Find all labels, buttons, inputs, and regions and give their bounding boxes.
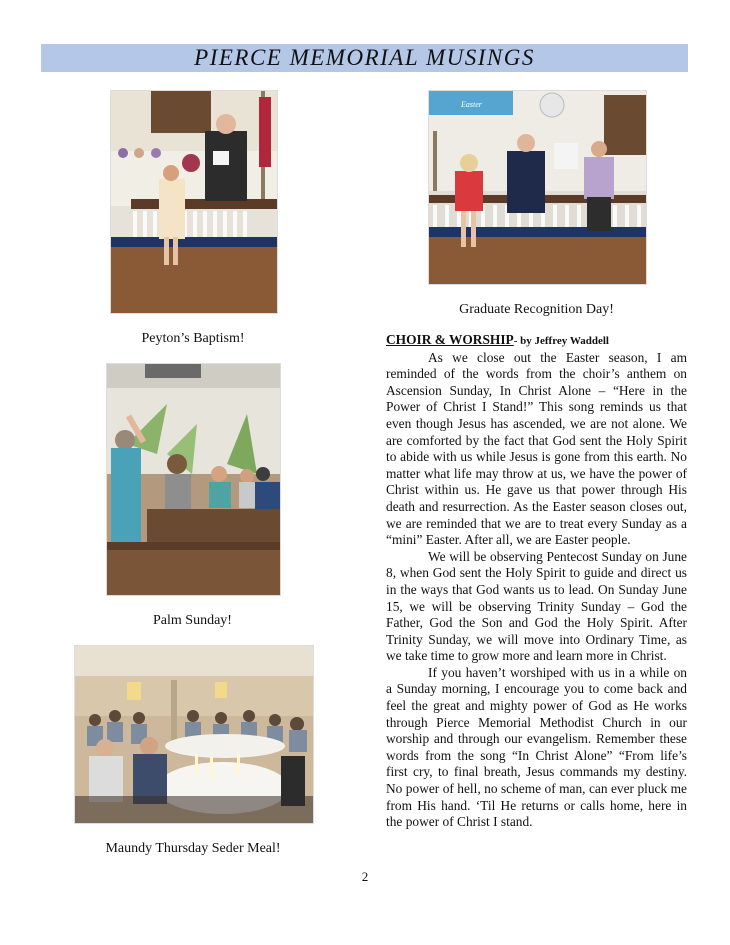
article-paragraph: As we close out the Easter season, I am reminded of the words from the choir’s anthem on Ascension Sunday, In Christ Alone – “Here in the Power of Christ I Stand!” This song reminds us that even though Jesus has ascended, we are not alone. We are comforted by the fact that God sent the Holy Spirit to abide with us while Jesus is gone from this earth. No matter what life may throw at us, we have the power of Christ within us. He gave us that power through His death and resurrection. As the Easter season closes out, we are reminded that we are to treat every Sunday as a “mini” Easter. After all, we are Easter people. (386, 349, 687, 548)
graduate-photo (428, 90, 647, 285)
choir-worship-article (386, 332, 687, 831)
screen-text: Easter (461, 100, 482, 109)
palm-sunday-caption: Palm Sunday! (153, 613, 232, 628)
palm-sunday-photo (106, 363, 281, 596)
article-heading (386, 332, 687, 350)
page-number: 2 (361, 869, 369, 884)
article-byline: - by Jeffrey Waddell (513, 335, 609, 347)
graduate-caption: Graduate Recognition Day! (459, 302, 614, 317)
newsletter-banner (41, 44, 688, 72)
seder-meal-caption: Maundy Thursday Seder Meal! (105, 841, 281, 856)
baptism-caption: Peyton’s Baptism! (141, 331, 245, 346)
article-headline: CHOIR & WORSHIP (386, 332, 514, 347)
baptism-photo (110, 90, 278, 314)
newsletter-title: PIERCE MEMORIAL MUSINGS (194, 45, 535, 70)
article-paragraph: We will be observing Pentecost Sunday on June 8, when God sent the Holy Spirit to guide and direct us in the ways that God wants us to lead. On Sunday June 15, we will be observing Trinity Sunday – God the Father, God the Son and God the Holy Spirit. After Trinity Sunday, we will move into Ordinary Time, as we take time to grow more and learn more in Christ. (386, 548, 687, 664)
article-paragraph: If you haven’t worshiped with us in a while on a Sunday morning, I encourage you to come back and feel the great and mighty power of God as He works through Pierce Memorial Methodist Church in our worship and through our evangelism. Remember these words from the song “In Christ Alone” “From life’s first cry, to final breath, Jesus commands my destiny. No power of hell, no scheme of man, can ever pluck me from His hand. ‘Til He returns or calls home, here in the power of Christ I stand. (386, 664, 687, 830)
seder-meal-photo (74, 645, 314, 824)
